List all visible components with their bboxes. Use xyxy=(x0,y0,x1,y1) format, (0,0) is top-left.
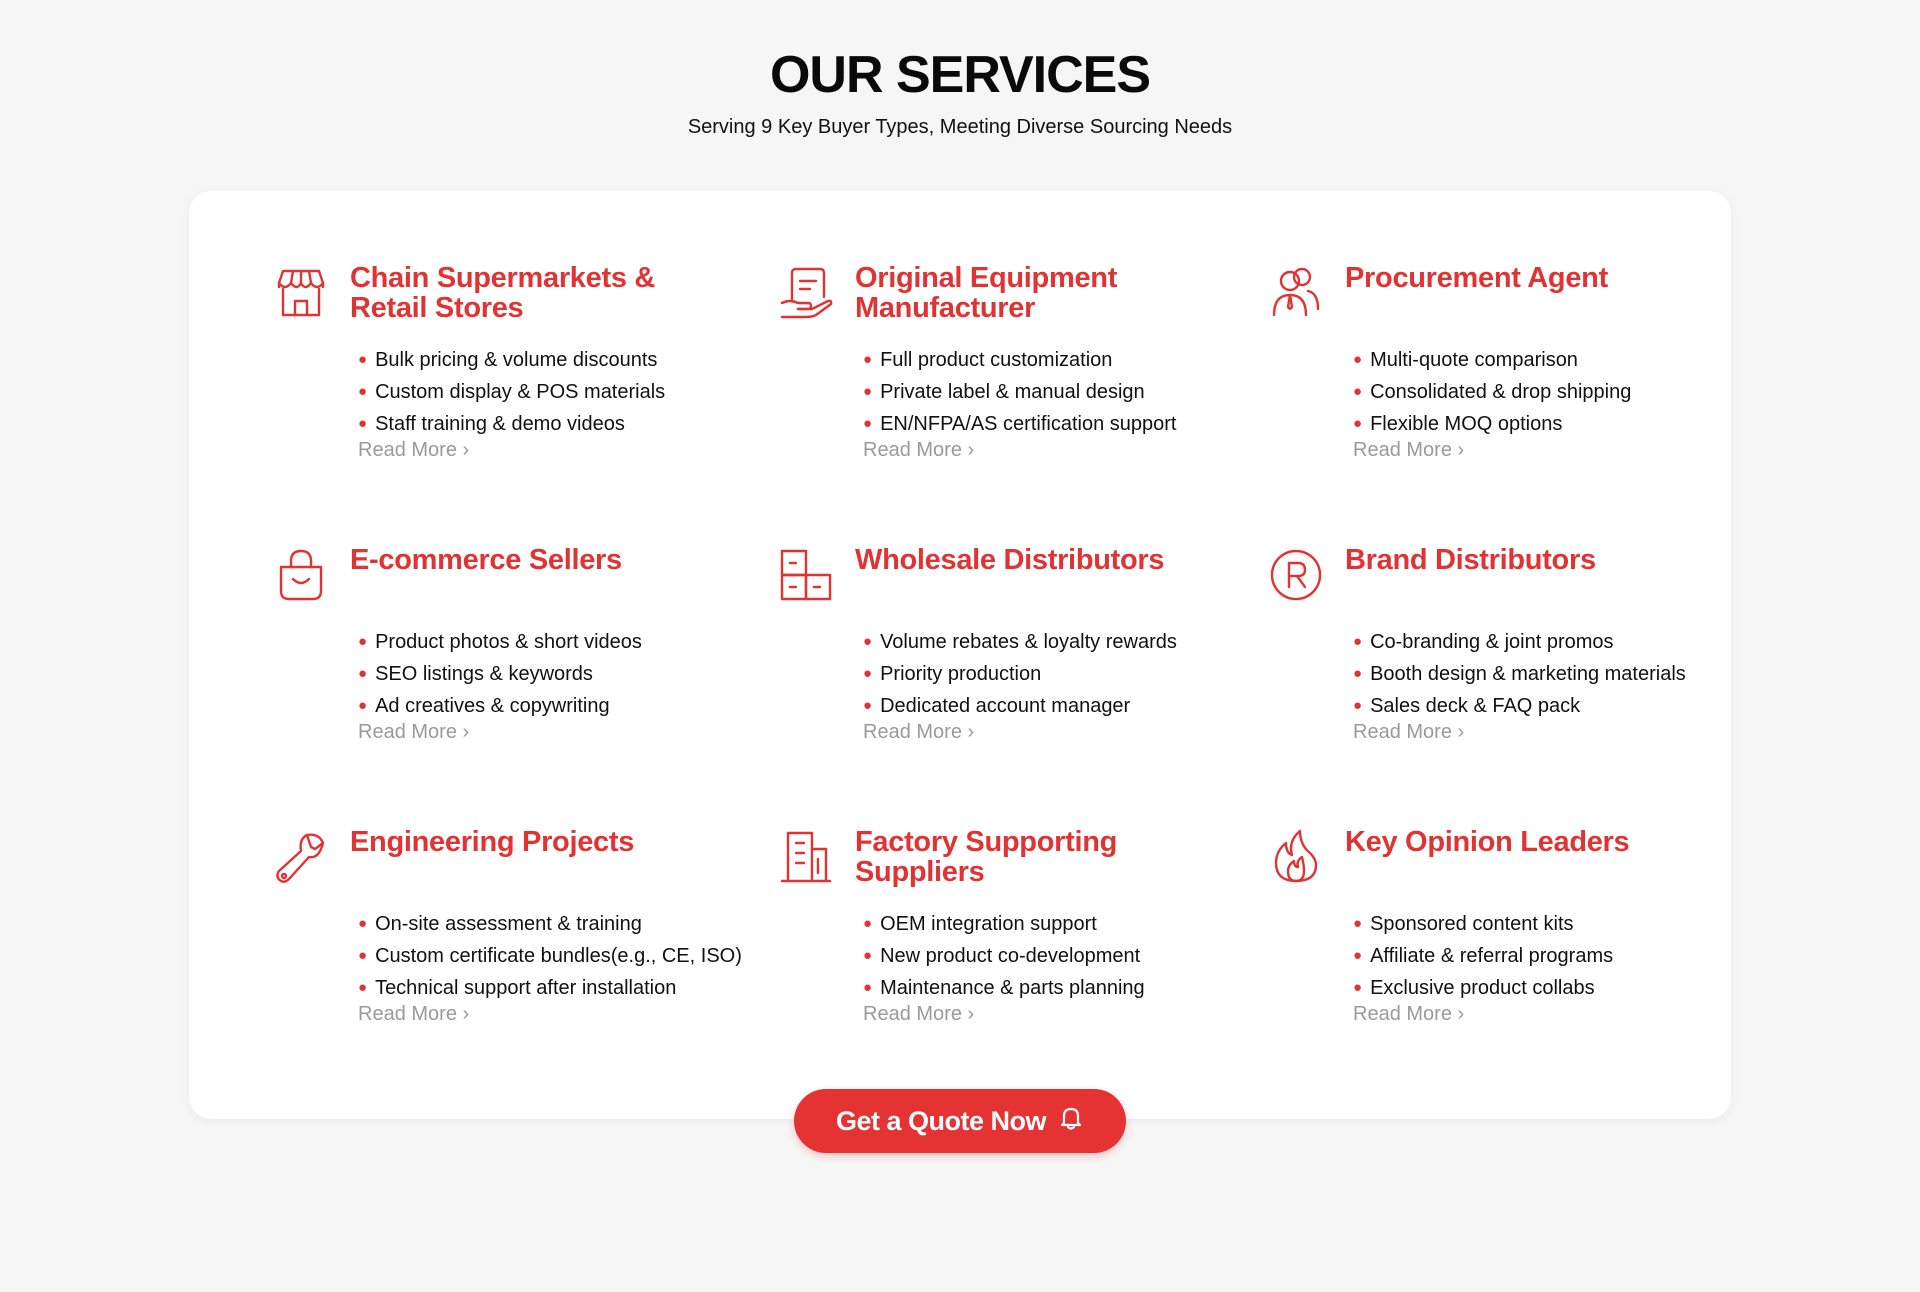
service-wholesale-distributors xyxy=(776,545,1266,827)
service-feature-list xyxy=(863,909,1145,1005)
list-item: ● Custom certificate bundles(e.g., CE, ISO) xyxy=(358,945,742,967)
list-item: ● EN/NFPA/AS certification support xyxy=(863,413,1177,435)
list-item: ● Product photos & short videos xyxy=(358,631,642,653)
list-item: ● Dedicated account manager xyxy=(863,695,1131,717)
service-title: Wholesale Distributors xyxy=(855,544,1165,576)
service-ecommerce-sellers xyxy=(271,545,776,827)
read-more-link[interactable]: Read More › xyxy=(358,1003,470,1025)
storefront-icon xyxy=(271,263,331,323)
section-header xyxy=(0,44,1920,139)
get-quote-label: Get a Quote Now xyxy=(835,1105,1047,1136)
service-factory-suppliers xyxy=(776,827,1266,1109)
list-item: ● Flexible MOQ options xyxy=(1353,413,1563,435)
read-more-link[interactable]: Read More › xyxy=(1353,1003,1465,1025)
list-item: ● Multi-quote comparison xyxy=(1353,349,1578,371)
bell-icon xyxy=(1058,1105,1084,1138)
stacked-boxes-icon xyxy=(776,545,836,605)
service-title: Procurement Agent xyxy=(1345,262,1608,294)
list-item: ● Maintenance & parts planning xyxy=(863,977,1145,999)
list-item: ● Custom display & POS materials xyxy=(358,381,666,403)
service-title: Brand Distributors xyxy=(1345,544,1596,576)
service-feature-list xyxy=(1353,909,1613,1005)
service-feature-list xyxy=(863,345,1176,441)
service-title: E-commerce Sellers xyxy=(350,544,622,576)
list-item: ● Private label & manual design xyxy=(863,381,1145,403)
services-card xyxy=(189,191,1731,1119)
read-more-link[interactable]: Read More › xyxy=(1353,439,1465,461)
page-subtitle: Serving 9 Key Buyer Types, Meeting Diverse Sourcing Needs xyxy=(687,116,1233,138)
read-more-link[interactable]: Read More › xyxy=(1353,721,1465,743)
service-oem xyxy=(776,263,1266,545)
shopping-bag-icon xyxy=(271,545,331,605)
list-item: ● New product co-development xyxy=(863,945,1141,967)
read-more-link[interactable]: Read More › xyxy=(358,439,470,461)
service-procurement-agent xyxy=(1266,263,1686,545)
services-grid xyxy=(271,263,1686,1109)
read-more-link[interactable]: Read More › xyxy=(863,439,975,461)
list-item: ● Co-branding & joint promos xyxy=(1353,631,1614,653)
service-feature-list xyxy=(1353,627,1686,723)
service-feature-list xyxy=(358,627,642,723)
read-more-link[interactable]: Read More › xyxy=(863,1003,975,1025)
service-title: Chain Supermarkets & Retail Stores xyxy=(350,262,656,324)
wrench-icon xyxy=(271,827,331,887)
list-item: ● Priority production xyxy=(863,663,1042,685)
list-item: ● Ad creatives & copywriting xyxy=(358,695,610,717)
service-title: Factory Supporting Suppliers xyxy=(855,826,1118,888)
list-item: ● Booth design & marketing materials xyxy=(1353,663,1686,685)
list-item: ● Exclusive product collabs xyxy=(1353,977,1595,999)
list-item: ● Technical support after installation xyxy=(358,977,677,999)
service-title: Original Equipment Manufacturer xyxy=(855,262,1118,324)
list-item: ● Affiliate & referral programs xyxy=(1353,945,1614,967)
users-icon xyxy=(1266,263,1326,323)
flame-icon xyxy=(1266,827,1326,887)
building-icon xyxy=(776,827,836,887)
list-item: ● On-site assessment & training xyxy=(358,913,642,935)
list-item: ● OEM integration support xyxy=(863,913,1097,935)
list-item: ● Consolidated & drop shipping xyxy=(1353,381,1632,403)
read-more-link[interactable]: Read More › xyxy=(863,721,975,743)
service-chain-supermarkets xyxy=(271,263,776,545)
service-feature-list xyxy=(863,627,1177,723)
read-more-link[interactable]: Read More › xyxy=(358,721,470,743)
service-engineering-projects xyxy=(271,827,776,1109)
list-item: ● Sales deck & FAQ pack xyxy=(1353,695,1581,717)
service-key-opinion-leaders xyxy=(1266,827,1686,1109)
service-feature-list xyxy=(1353,345,1631,441)
get-quote-button[interactable] xyxy=(794,1089,1126,1153)
list-item: ● Volume rebates & loyalty rewards xyxy=(863,631,1177,653)
page-title: OUR SERVICES xyxy=(769,46,1151,104)
service-feature-list xyxy=(358,909,742,1005)
list-item: ● Bulk pricing & volume discounts xyxy=(358,349,658,371)
service-brand-distributors xyxy=(1266,545,1686,827)
service-title: Key Opinion Leaders xyxy=(1345,826,1630,858)
service-feature-list xyxy=(358,345,665,441)
list-item: ● Staff training & demo videos xyxy=(358,413,625,435)
list-item: ● Sponsored content kits xyxy=(1353,913,1574,935)
registered-trademark-icon xyxy=(1266,545,1326,605)
service-title: Engineering Projects xyxy=(350,826,635,858)
list-item: ● SEO listings & keywords xyxy=(358,663,593,685)
hand-document-icon xyxy=(776,263,836,323)
list-item: ● Full product customization xyxy=(863,349,1113,371)
